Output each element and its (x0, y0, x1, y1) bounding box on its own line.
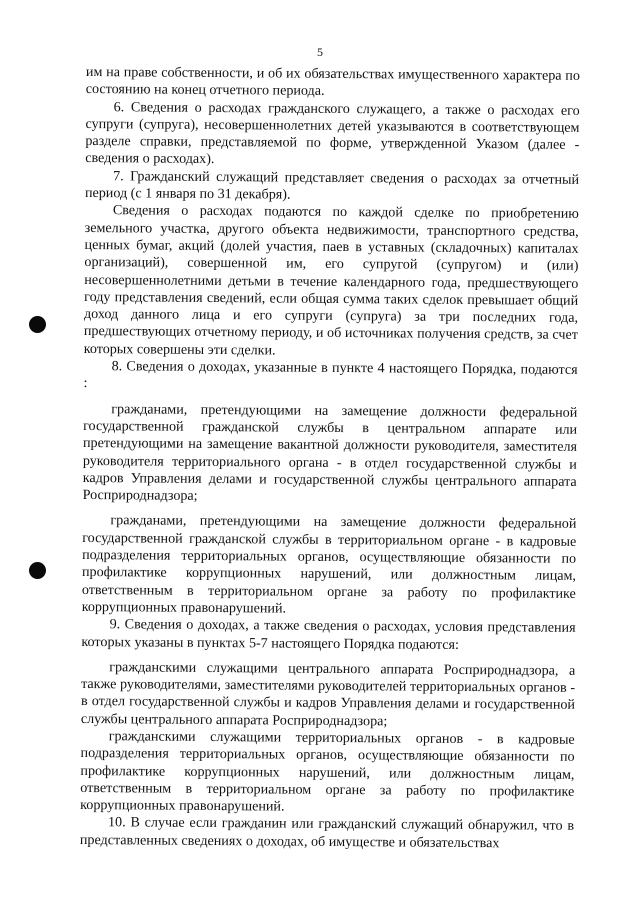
paragraph-10: 10. В случае если гражданин или гражданский служащий обнаружил, что в представленных сведениях о доходах, об имуществе и обязательствах (79, 814, 575, 852)
page-number: 5 (317, 45, 323, 59)
paragraph-9-item-1: гражданскими служащими центрального аппарата Росприроднадзора, а также руководителями, заместителями руководителей территориальных органов - в отдел государственной службы и кадров Управления делами и государственной службы центрального аппарата Росприроднадзора; (80, 658, 576, 730)
paragraph-6: 6. Сведения о расходах гражданского служащего, а также о расходах его супруги (супруга), несовершеннолетних детей указываются в соответствующем разделе справки, представляемой по форме, утвержденной Указом (далее - сведения о расходах). (85, 98, 580, 168)
paragraph-9-item-2: гражданскими служащими территориальных органов - в кадровые подразделения территориальных органов, осуществляющие обязанности по профилактике коррупционных нарушений, или должностным лицам, ответственным в территориальном органе за работу по профилактике коррупционных правонарушений. (80, 728, 575, 815)
paragraph-8-item-1: гражданами, претендующими на замещение должности федеральной государственной гражданской службы в центральном аппарате или претендующими на замещение вакантной должности руководителя, заместителя руководителя территориального органа - в отдел государственной службы и кадров Управления делами и государственной службы центрального аппарата Росприроднадзора; (82, 400, 578, 505)
paragraph-8-item-2: гражданами, претендующими на замещение должности федеральной государственной гражданской службы в территориальном органе - в кадровые подразделения территориальных органов, осуществляющие обязанности по профилактике коррупционных нарушений, или должностным лицам, ответственным в территориальном органе за работу по профилактике коррупционных правонарушений. (81, 512, 577, 617)
paragraph-7: 7. Гражданский служащий представляет сведения о расходах за отчетный период (с 1 января по 31 декабря). (84, 167, 580, 203)
punch-hole-mark (29, 562, 46, 579)
paragraph-continuation: им на праве собственности, и об их обязательствах имущественного характера по состоянию на конец отчетного периода. (85, 64, 580, 100)
paragraph-9: 9. Сведения о доходах, а также сведения о расходах, условия представления которых указаны в пунктах 5-7 настоящего Порядка подаются: (81, 616, 576, 653)
paragraph-7-details: Сведения о расходах подаются по каждой сделке по приобретению земельного участка, другого объекта недвижимости, транспортного средства, ценных бумаг, акций (долей участия, паев в уставных (складочных) капиталах организаций), совершенной им, его супругой (супругом) и (или) несовершеннолетними детьми в течение календарного года, предшествующего году представления сведений, если общая сумма таких сделок превышает общий доход данного лица и его супруги (супруга) за три последних года, предшествующих отчетному периоду, и об источниках получения средств, за счет которых совершены эти сделки. (83, 202, 579, 359)
paragraph-8: 8. Сведения о доходах, указанные в пункте 4 настоящего Порядка, подаются : (83, 358, 578, 392)
punch-hole-mark (29, 316, 46, 333)
document-body (80, 64, 580, 853)
